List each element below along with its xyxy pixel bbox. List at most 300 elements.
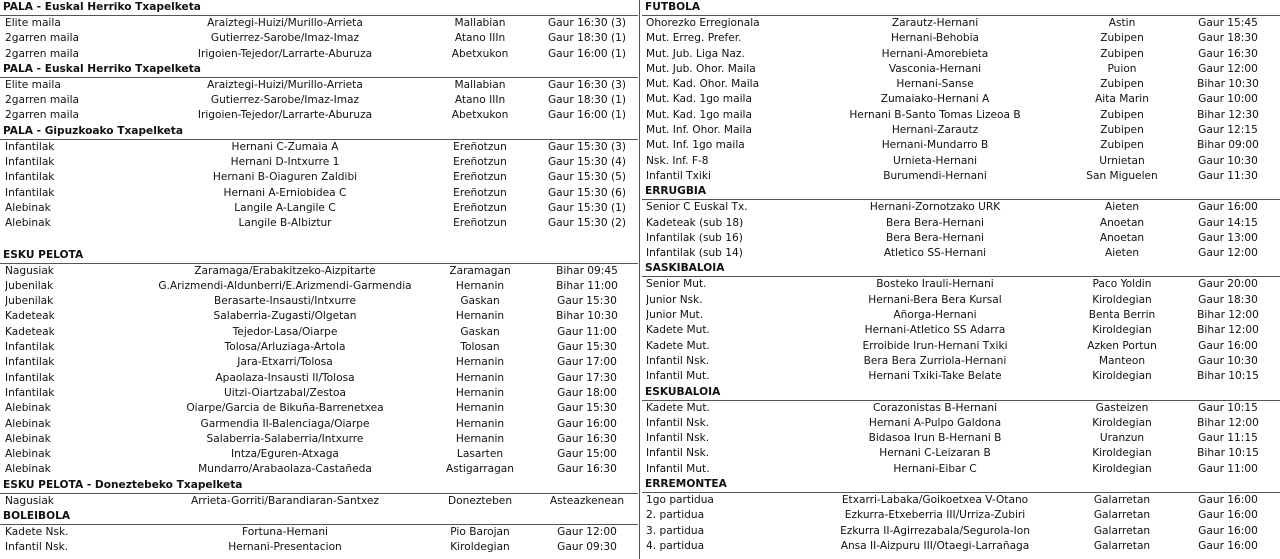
time-cell: Gaur 10:30 [1198, 354, 1258, 367]
venue-cell: Lasarten [456, 448, 504, 461]
match-cell: G.Arizmendi-Aldunberri/E.Arizmendi-Garmendia [158, 279, 412, 292]
sport-section [642, 477, 1280, 554]
category-cell: Infantil Nsk. [646, 354, 710, 367]
venue-cell: Zubipen [1100, 32, 1144, 45]
section-title: FUTBOLA [642, 0, 1280, 16]
schedule-row [0, 401, 638, 416]
match-cell: Araiztegi-Huizi/Murillo-Arrieta [207, 17, 363, 29]
schedule-row [642, 401, 1280, 416]
venue-cell: Urnietan [1099, 154, 1145, 167]
category-cell: Alebinak [5, 432, 51, 445]
match-cell: Burumendi-Hernani [883, 169, 987, 182]
schedule-row [0, 462, 638, 477]
schedule-row [642, 31, 1280, 46]
category-cell: Kadeteak (sub 18) [646, 216, 744, 229]
venue-cell: Galarretan [1093, 539, 1151, 552]
match-cell: Añorga-Hernani [893, 309, 977, 322]
match-cell: Hernani-Atletico SS Adarra [864, 324, 1006, 337]
match-cell: Gutierrez-Sarobe/Imaz-Imaz [210, 94, 360, 107]
time-cell: Gaur 15:30 (4) [547, 156, 627, 169]
time-cell: Gaur 13:00 [1198, 231, 1258, 244]
category-cell: Mut. Inf. 1go maila [646, 139, 745, 152]
schedule-row [642, 16, 1280, 31]
time-cell: Gaur 11:00 [557, 325, 617, 338]
time-cell: Gaur 18:30 [1198, 293, 1258, 306]
category-cell: Jubenilak [5, 295, 54, 308]
schedule-row [0, 294, 638, 309]
match-cell: Uitzi-Oiartzabal/Zestoa [224, 386, 346, 399]
match-cell: Langile B-Albiztur [238, 217, 332, 230]
match-cell: Tejedor-Lasa/Oiarpe [232, 325, 338, 338]
category-cell: Senior Mut. [646, 278, 707, 291]
time-cell: Gaur 16:00 [1198, 509, 1258, 522]
match-cell: Hernani-Zarautz [891, 124, 979, 137]
schedule-row [0, 371, 638, 386]
venue-cell: Kiroldegian [1092, 462, 1152, 475]
section-spacer [0, 232, 638, 248]
section-title: ESKU PELOTA [0, 248, 638, 264]
venue-cell: Ereñotzun [453, 201, 507, 214]
match-cell: Mundarro/Arabaolaza-Castañeda [198, 463, 372, 476]
venue-cell: Zubipen [1100, 47, 1144, 60]
sport-section [642, 184, 1280, 261]
venue-cell: Kiroldegian [1092, 447, 1152, 460]
venue-cell: Tolosan [460, 341, 500, 354]
time-cell: Gaur 12:00 [1198, 247, 1258, 260]
schedule-row [642, 539, 1280, 554]
sport-section [0, 248, 638, 478]
venue-cell: Ereñotzun [453, 156, 507, 169]
time-cell: Bihar 11:00 [556, 279, 618, 292]
time-cell: Gaur 16:00 (1) [547, 47, 627, 60]
time-cell: Gaur 16:30 [1198, 47, 1258, 60]
venue-cell: Astigarragan [445, 463, 515, 476]
schedule-row [0, 340, 638, 355]
schedule-row [0, 16, 638, 31]
sport-section [0, 124, 638, 248]
venue-cell: Ereñotzun [453, 140, 507, 153]
match-cell: Arrieta-Gorriti/Barandiaran-Santxez [191, 494, 379, 507]
match-cell: Hernani B-Santo Tomas Lizeoa B [849, 108, 1021, 121]
category-cell: Infantilak [5, 140, 55, 153]
section-title: ESKU PELOTA - Doneztebeko Txapelketa [0, 478, 638, 494]
section-title: ESKUBALOIA [642, 385, 1280, 401]
venue-cell: Zaramagan [449, 264, 511, 277]
schedule-row [642, 416, 1280, 431]
venue-cell: Astin [1108, 17, 1136, 29]
time-cell: Gaur 11:30 [1198, 169, 1258, 182]
time-cell: Gaur 12:15 [1198, 124, 1258, 137]
venue-cell: Ereñotzun [453, 217, 507, 230]
venue-cell: Kiroldegian [1092, 416, 1152, 429]
match-cell: Hernani-Mundarro B [881, 139, 989, 152]
category-cell: Kadeteak [5, 310, 55, 323]
category-cell: Infantilak (sub 14) [646, 247, 743, 260]
category-cell: 2garren maila [5, 47, 80, 60]
category-cell: Elite maila [5, 17, 61, 29]
category-cell: Mut. Erreg. Prefer. [646, 32, 742, 45]
time-cell: Gaur 15:30 [557, 295, 617, 308]
schedule-row [0, 417, 638, 432]
category-cell: Alebinak [5, 448, 51, 461]
category-cell: Mut. Kad. 1go maila [646, 93, 752, 106]
category-cell: Infantil Nsk. [5, 541, 69, 554]
sport-section [642, 385, 1280, 477]
venue-cell: Kiroldegian [1092, 370, 1152, 383]
match-cell: Hernani-Eibar C [893, 462, 977, 475]
category-cell: Infantilak [5, 186, 55, 199]
venue-cell: Galarretan [1093, 494, 1151, 507]
time-cell: Bihar 12:00 [1197, 416, 1259, 429]
category-cell: Kadete Nsk. [5, 526, 69, 539]
category-cell: Infantilak (sub 16) [646, 231, 743, 244]
match-cell: Ezkurra II-Agirrezabala/Segurola-Ion [840, 524, 1030, 537]
schedule-row [0, 140, 638, 155]
venue-cell: Galarretan [1093, 524, 1151, 537]
match-cell: Ezkurra-Etxeberria III/Urriza-Zubiri [844, 509, 1026, 522]
schedule-row [642, 293, 1280, 308]
schedule-row [642, 462, 1280, 477]
match-cell: Hernani-Zornotzako URK [869, 201, 1001, 214]
venue-cell: Uranzun [1099, 432, 1145, 445]
venue-cell: Kiroldegian [450, 541, 510, 554]
match-cell: Zaramaga/Erabakitzeko-Aizpitarte [194, 264, 376, 277]
time-cell: Bihar 09:00 [1197, 139, 1259, 152]
time-cell: Gaur 15:30 [557, 402, 617, 415]
category-cell: Infantilak [5, 171, 55, 184]
match-cell: Bera Bera Zurriola-Hernani [863, 354, 1007, 367]
right-column [642, 0, 1280, 554]
category-cell: 2garren maila [5, 109, 80, 122]
category-cell: Infantil Nsk. [646, 447, 710, 460]
match-cell: Bosteko Irauli-Hernani [876, 278, 994, 291]
category-cell: Infantilak [5, 386, 55, 399]
time-cell: Gaur 16:00 [1198, 524, 1258, 537]
venue-cell: Hernanin [455, 417, 505, 430]
venue-cell: San Miguelen [1086, 169, 1158, 182]
venue-cell: Zubipen [1100, 124, 1144, 137]
match-cell: Bera Bera-Hernani [886, 216, 984, 229]
time-cell: Bihar 10:30 [556, 310, 618, 323]
match-cell: Jara-Etxarri/Tolosa [237, 356, 333, 369]
venue-cell: Pio Barojan [450, 526, 510, 539]
category-cell: Mut. Jub. Liga Naz. [646, 47, 745, 60]
venue-cell: Hernanin [455, 402, 505, 415]
venue-cell: Gaskan [460, 325, 500, 338]
time-cell: Gaur 10:30 [1198, 154, 1258, 167]
time-cell: Bihar 10:30 [1197, 78, 1259, 91]
category-cell: Mut. Jub. Ohor. Maila [646, 62, 756, 75]
schedule-row [642, 277, 1280, 292]
time-cell: Gaur 11:00 [1198, 462, 1258, 475]
venue-cell: Hernanin [455, 279, 505, 292]
category-cell: Mut. Kad. 1go maila [646, 108, 752, 121]
schedule-row [0, 355, 638, 370]
venue-cell: Abetxukon [451, 109, 509, 122]
venue-cell: Galarretan [1093, 509, 1151, 522]
match-cell: Salaberria-Zugasti/Olgetan [213, 310, 357, 323]
venue-cell: Zubipen [1100, 78, 1144, 91]
schedule-row [0, 309, 638, 324]
schedule-row [642, 246, 1280, 261]
schedule-row [642, 308, 1280, 323]
category-cell: Ohorezko Erregionala [646, 17, 760, 29]
time-cell: Gaur 18:00 [557, 386, 617, 399]
match-cell: Bidasoa Irun B-Hernani B [868, 432, 1002, 445]
schedule-row [0, 264, 638, 279]
match-cell: Tolosa/Arluziaga-Artola [224, 341, 346, 354]
schedule-row [0, 494, 638, 509]
time-cell: Gaur 15:30 (5) [547, 171, 627, 184]
match-cell: Hernani C-Leizaran B [879, 447, 991, 460]
match-cell: Hernani D-Intxurre 1 [230, 156, 340, 169]
category-cell: Infantilak [5, 341, 55, 354]
category-cell: Kadete Mut. [646, 401, 710, 414]
venue-cell: Puion [1107, 62, 1137, 75]
match-cell: Hernani B-Oiaguren Zaldibi [212, 171, 358, 184]
time-cell: Gaur 15:45 [1198, 17, 1258, 29]
venue-cell: Anoetan [1099, 231, 1145, 244]
time-cell: Gaur 11:15 [1198, 432, 1258, 445]
time-cell: Gaur 15:00 [557, 448, 617, 461]
time-cell: Gaur 20:00 [1198, 278, 1258, 291]
schedule-row [0, 386, 638, 401]
time-cell: Gaur 17:30 [557, 371, 617, 384]
venue-cell: Benta Berrin [1088, 309, 1156, 322]
schedule-row [642, 62, 1280, 77]
section-title: SASKIBALOIA [642, 261, 1280, 277]
time-cell: Gaur 16:00 [1198, 201, 1258, 214]
time-cell: Bihar 12:00 [1197, 309, 1259, 322]
venue-cell: Hernanin [455, 432, 505, 445]
match-cell: Erroibide Irun-Hernani Txiki [862, 339, 1008, 352]
category-cell: Kadete Mut. [646, 324, 710, 337]
category-cell: Infantil Mut. [646, 370, 710, 383]
schedule-row [642, 508, 1280, 523]
match-cell: Intza/Eguren-Atxaga [231, 448, 339, 461]
schedule-row [642, 323, 1280, 338]
match-cell: Hernani C-Zumaia A [231, 140, 339, 153]
category-cell: Infantil Txiki [646, 169, 711, 182]
venue-cell: Zubipen [1100, 108, 1144, 121]
schedule-row [0, 93, 638, 108]
category-cell: Infantilak [5, 156, 55, 169]
venue-cell: Zubipen [1100, 139, 1144, 152]
venue-cell: Azken Portun [1087, 339, 1157, 352]
match-cell: Ansa II-Aizpuru III/Otaegi-Larrañaga [840, 539, 1030, 552]
time-cell: Gaur 16:00 [1198, 494, 1258, 507]
category-cell: Alebinak [5, 402, 51, 415]
venue-cell: Hernanin [455, 310, 505, 323]
match-cell: Hernani-Presentacion [228, 541, 342, 554]
venue-cell: Ereñotzun [453, 186, 507, 199]
category-cell: Alebinak [5, 417, 51, 430]
category-cell: Infantil Nsk. [646, 416, 710, 429]
section-title: PALA - Euskal Herriko Txapelketa [0, 0, 638, 16]
time-cell: Gaur 15:30 [557, 341, 617, 354]
match-cell: Zumaiako-Hernani A [880, 93, 990, 106]
schedule-row [0, 279, 638, 294]
time-cell: Gaur 16:30 (3) [547, 17, 627, 29]
column-divider [639, 0, 640, 559]
sport-section [642, 0, 1280, 184]
match-cell: Atletico SS-Hernani [883, 247, 987, 260]
section-title: ERRUGBIA [642, 184, 1280, 200]
schedule-row [0, 31, 638, 46]
schedule-row [0, 155, 638, 170]
time-cell: Gaur 10:15 [1198, 401, 1258, 414]
category-cell: Kadeteak [5, 325, 55, 338]
category-cell: 3. partidua [646, 524, 705, 537]
schedule-row [642, 138, 1280, 153]
schedule-row [0, 108, 638, 123]
match-cell: Fortuna-Hernani [242, 526, 328, 539]
venue-cell: Mallabian [454, 78, 506, 91]
time-cell: Gaur 15:30 (1) [547, 201, 627, 214]
time-cell: Bihar 10:15 [1197, 370, 1259, 383]
venue-cell: Ereñotzun [453, 171, 507, 184]
category-cell: Alebinak [5, 201, 51, 214]
venue-cell: Aieten [1104, 201, 1140, 214]
match-cell: Oiarpe/Garcia de Bikuña-Barrenetxea [186, 402, 384, 415]
time-cell: Gaur 12:00 [1198, 62, 1258, 75]
time-cell: Gaur 18:30 (1) [547, 32, 627, 45]
match-cell: Hernani-Amorebieta [881, 47, 989, 60]
time-cell: Gaur 12:00 [557, 526, 617, 539]
schedule-row [0, 216, 638, 231]
time-cell: Gaur 09:30 [557, 541, 617, 554]
time-cell: Asteazkenean [549, 494, 625, 507]
match-cell: Bera Bera-Hernani [886, 231, 984, 244]
time-cell: Bihar 12:30 [1197, 108, 1259, 121]
category-cell: Alebinak [5, 463, 51, 476]
time-cell: Gaur 18:30 [1198, 32, 1258, 45]
time-cell: Gaur 10:00 [1198, 93, 1258, 106]
left-column [0, 0, 638, 556]
match-cell: Berasarte-Insausti/Intxurre [213, 295, 357, 308]
match-cell: Apaolaza-Insausti II/Tolosa [215, 371, 355, 384]
venue-cell: Mallabian [454, 17, 506, 29]
time-cell: Gaur 14:15 [1198, 216, 1258, 229]
schedule-row [0, 78, 638, 93]
schedule-row [642, 108, 1280, 123]
category-cell: Junior Mut. [646, 309, 704, 322]
schedule-row [642, 339, 1280, 354]
venue-cell: Gaskan [460, 295, 500, 308]
schedule-row [0, 540, 638, 555]
schedule-row [0, 325, 638, 340]
category-cell: Nagusiak [5, 264, 54, 277]
time-cell: Gaur 16:00 [1198, 539, 1258, 552]
category-cell: Elite maila [5, 78, 61, 91]
schedule-row [642, 123, 1280, 138]
venue-cell: Anoetan [1099, 216, 1145, 229]
match-cell: Araiztegi-Huizi/Murillo-Arrieta [207, 78, 363, 91]
time-cell: Gaur 15:30 (6) [547, 186, 627, 199]
venue-cell: Donezteben [447, 494, 513, 507]
category-cell: Jubenilak [5, 279, 54, 292]
match-cell: Zarautz-Hernani [891, 17, 979, 29]
match-cell: Gutierrez-Sarobe/Imaz-Imaz [210, 32, 360, 45]
venue-cell: Manteon [1098, 354, 1146, 367]
schedule-row [642, 154, 1280, 169]
category-cell: Infantil Mut. [646, 462, 710, 475]
schedule-row [0, 525, 638, 540]
time-cell: Gaur 17:00 [557, 356, 617, 369]
category-cell: Nsk. Inf. F-8 [646, 154, 709, 167]
schedule-row [0, 201, 638, 216]
schedule-row [642, 92, 1280, 107]
match-cell: Hernani A-Pulpo Galdona [868, 416, 1002, 429]
time-cell: Gaur 16:00 [1198, 339, 1258, 352]
time-cell: Gaur 18:30 (1) [547, 94, 627, 107]
match-cell: Hernani A-Erniobidea C [223, 186, 347, 199]
schedule-row [0, 186, 638, 201]
match-cell: Salaberria-Salaberria/Intxurre [206, 432, 364, 445]
schedule-row [642, 493, 1280, 508]
category-cell: 1go partidua [646, 494, 714, 507]
match-cell: Urnieta-Hernani [892, 154, 978, 167]
schedule-row [642, 524, 1280, 539]
schedule-row [0, 447, 638, 462]
match-cell: Langile A-Langile C [234, 201, 336, 214]
schedule-row [642, 369, 1280, 384]
match-cell: Hernani-Sanse [896, 78, 974, 91]
time-cell: Gaur 16:30 [557, 463, 617, 476]
venue-cell: Aita Marin [1095, 93, 1149, 106]
schedule-row [642, 169, 1280, 184]
sport-section [0, 0, 638, 62]
schedule-row [642, 47, 1280, 62]
time-cell: Gaur 16:30 [557, 432, 617, 445]
section-title: PALA - Gipuzkoako Txapelketa [0, 124, 638, 140]
section-title: PALA - Euskal Herriko Txapelketa [0, 62, 638, 78]
match-cell: Hernani-Behobia [890, 32, 980, 45]
match-cell: Irigoien-Tejedor/Larrarte-Aburuza [197, 47, 373, 60]
section-title: BOLEIBOLA [0, 509, 638, 525]
schedule-row [642, 354, 1280, 369]
sport-section [0, 478, 638, 509]
schedule-row [642, 216, 1280, 231]
venue-cell: Paco Yoldin [1092, 278, 1152, 291]
category-cell: Senior C Euskal Tx. [646, 201, 748, 214]
schedule-row [0, 47, 638, 62]
category-cell: Mut. Inf. Ohor. Maila [646, 124, 752, 137]
match-cell: Hernani Txiki-Take Belate [868, 370, 1002, 383]
schedule-row [0, 432, 638, 447]
time-cell: Bihar 12:00 [1197, 324, 1259, 337]
category-cell: Infantilak [5, 356, 55, 369]
schedule-row [642, 200, 1280, 215]
venue-cell: Kiroldegian [1092, 293, 1152, 306]
category-cell: Nagusiak [5, 494, 54, 507]
venue-cell: Atano IIIn [454, 32, 506, 45]
venue-cell: Hernanin [455, 356, 505, 369]
category-cell: 2garren maila [5, 32, 80, 45]
match-cell: Irigoien-Tejedor/Larrarte-Aburuza [197, 109, 373, 122]
venue-cell: Kiroldegian [1092, 324, 1152, 337]
venue-cell: Aieten [1104, 247, 1140, 260]
category-cell: Infantilak [5, 371, 55, 384]
schedule-row [642, 77, 1280, 92]
category-cell: 2garren maila [5, 94, 80, 107]
venue-cell: Hernanin [455, 386, 505, 399]
venue-cell: Hernanin [455, 371, 505, 384]
venue-cell: Abetxukon [451, 47, 509, 60]
venue-cell: Gasteizen [1095, 401, 1149, 414]
match-cell: Vasconia-Hernani [888, 62, 982, 75]
venue-cell: Atano IIIn [454, 94, 506, 107]
